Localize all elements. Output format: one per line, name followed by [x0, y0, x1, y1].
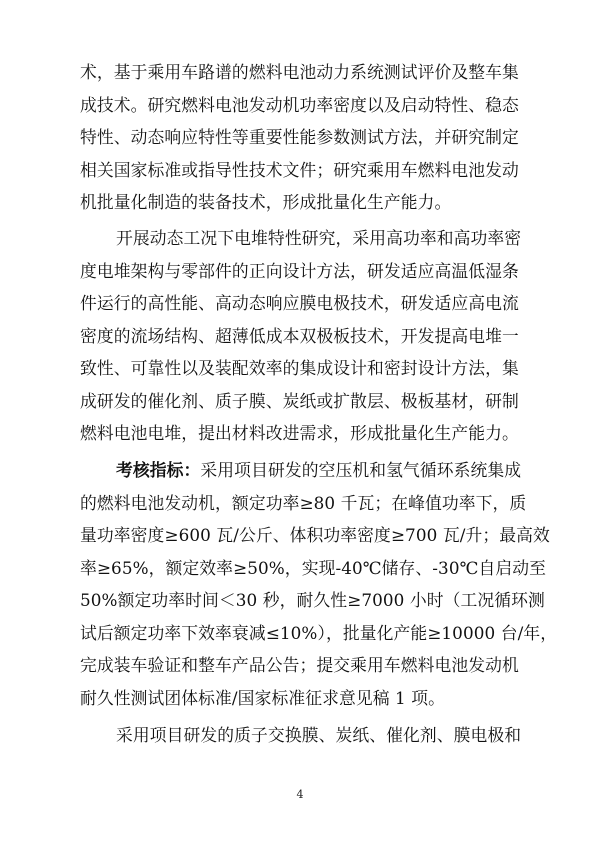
- page-number: 4: [296, 788, 304, 801]
- text-line-4: 相关国家标准或指导性技术文件；研究乘用车燃料电池发动: [80, 160, 519, 180]
- text-line-14: 的燃料电池发动机，额定功率≥80 千瓦；在峰值功率下，质: [80, 493, 527, 513]
- text-line-6: 开展动态工况下电堆特性研究，采用高功率和高功率密: [116, 228, 522, 248]
- text-line-15: 量功率密度≥600 瓦/公斤、体积功率密度≥700 瓦/升；最高效: [80, 525, 550, 545]
- text-line-21: 采用项目研发的质子交换膜、炭纸、催化剂、膜电极和: [116, 725, 522, 745]
- text-line-12: 燃料电池电堆，提出材料改进需求，形成批量化生产能力。: [80, 423, 519, 443]
- text-line-9: 密度的流场结构、超薄低成本双极板技术，开发提高电堆一: [80, 326, 519, 346]
- assessment-indicator-label: 考核指标：: [116, 460, 201, 480]
- text-line-8: 件运行的高性能、高动态响应膜电极技术，研发适应高电流: [80, 293, 519, 313]
- text-line-5: 机批量化制造的装备技术，形成批量化生产能力。: [80, 192, 452, 212]
- text-line-7: 度电堆架构与零部件的正向设计方法，研发适应高温低湿条: [80, 261, 519, 281]
- text-line-18: 试后额定功率下效率衰减≤10%），批量化产能≥10000 台/年，: [80, 623, 558, 643]
- text-line-19: 完成装车验证和整车产品公告；提交乘用车燃料电池发动机: [80, 655, 519, 675]
- text-line-16: 率≥65%，额定效率≥50%，实现-40℃储存、-30℃自启动至: [80, 558, 547, 578]
- text-line-20: 耐久性测试团体标准/国家标准征求意见稿 1 项。: [80, 688, 446, 708]
- text-line-11: 成研发的催化剂、质子膜、炭纸或扩散层、极板基材，研制: [80, 391, 519, 411]
- assessment-indicator-text: 采用项目研发的空压机和氢气循环系统集成: [200, 460, 522, 480]
- text-line-3: 特性、动态响应特性等重要性能参数测试方法，并研究制定: [80, 127, 519, 147]
- text-line-13: [0, 458, 600, 482]
- text-line-17: 50%额定功率时间＜30 秒，耐久性≥7000 小时（工况循环测: [80, 590, 545, 610]
- text-line-1: 术，基于乘用车路谱的燃料电池动力系统测试评价及整车集: [80, 62, 519, 82]
- text-line-10: 致性、可靠性以及装配效率的集成设计和密封设计方法，集: [80, 358, 519, 378]
- text-line-2: 成技术。研究燃料电池发动机功率密度以及启动特性、稳态: [80, 95, 519, 115]
